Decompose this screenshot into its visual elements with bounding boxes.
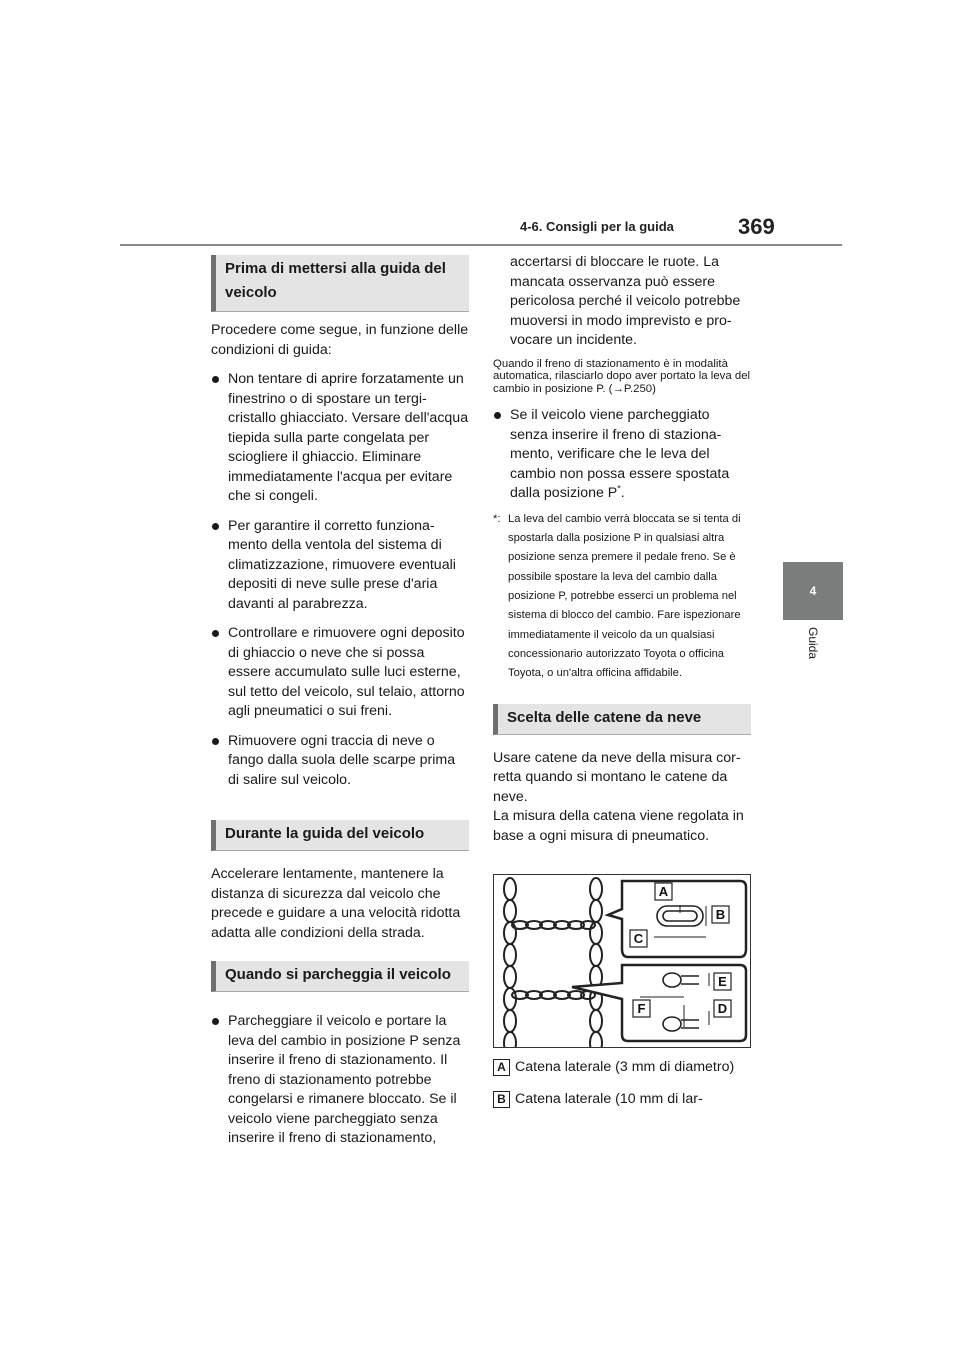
bullet-item: Per garantire il corretto funzionamento della ventola del sistema di climatizzazione, rimuovere eventuali depositi di neve sulle prese d'aria davanti al parabrezza.	[211, 517, 469, 615]
vertical-chain-right	[590, 878, 602, 1047]
snow-chains-paragraph: Usare catene da neve della misura corretta quando si montano le catene da neve.	[493, 749, 741, 805]
bullet-item: Non tentare di aprire forzatamente un finestrino o di spostare un tergicristallo ghiacciato. Versare dell'acqua tiepida sulla parte congelata per sciogliere il ghiaccio. Eliminare immediatamente l'acqua per evitare che si congeli.	[211, 370, 469, 507]
figure-label-d: D	[717, 1001, 728, 1016]
bullet-item: Controllare e rimuovere ogni deposito di ghiaccio o neve che si possa essere accumulato sulle luci esterne, sul tetto del veicolo, sul telaio, attorno agli pneumatici o sui freni.	[211, 624, 469, 722]
snow-chains-paragraph: La misura della catena viene regolata in base a ogni misura di pneumatico.	[493, 808, 744, 844]
figure-label-b: B	[715, 907, 726, 922]
figure-label-c: C	[633, 931, 644, 946]
footnote-ref: *	[617, 483, 621, 494]
driving-paragraph: Accelerare lentamente, mantenere la distanza di sicurezza dal veicolo che precede e guidare a una velocità ridotta adatta alle condizioni della strada.	[211, 866, 461, 941]
snow-chain-figure	[493, 874, 751, 1048]
vertical-chain-left	[504, 878, 516, 1047]
intro-paragraph: Procedere come segue, in funzione delle condizioni di guida:	[211, 322, 469, 358]
footnote-mark: *:	[493, 512, 501, 525]
figure-label-f: F	[637, 1001, 646, 1016]
chapter-label: Guida	[806, 626, 820, 660]
legend-letter: A	[493, 1059, 510, 1076]
legend-text: Catena laterale (3 mm di diametro)	[515, 1059, 735, 1075]
legend-letter: B	[493, 1091, 510, 1108]
section-title-snow-chains: Scelta delle catene da neve	[493, 704, 751, 735]
footnote	[493, 510, 751, 684]
header-rule	[120, 244, 842, 246]
legend-text: Catena laterale (10 mm di lar-	[515, 1090, 703, 1107]
cross-chain-top	[512, 921, 595, 929]
section-title-parking: Quando si parcheggia il veicolo	[211, 961, 469, 992]
bullet-item: Parcheggiare il veicolo e portare la leva del cambio in posizione P senza inserire il freno di stazionamento. Il freno di stazionamento potrebbe congelarsi e rimanere bloccato. Se il veicolo viene parcheggiato senza inserire il freno di stazionamento,	[211, 1012, 469, 1149]
legend-item	[493, 1090, 751, 1110]
figure-legend	[493, 1050, 751, 1109]
snow-chain-diagram	[494, 875, 750, 1047]
page-number: 369	[738, 214, 775, 239]
bullet-item	[493, 406, 751, 504]
cross-chain-bottom	[512, 991, 595, 999]
figure-label-a: A	[658, 884, 669, 899]
section-title-before-driving: Prima di mettersi alla guida del veicolo	[211, 255, 469, 312]
bullet-item: Rimuovere ogni traccia di neve o fango dalla suola delle scarpe prima di salire sul veicolo.	[211, 732, 469, 791]
footnote-text: La leva del cambio verrà bloccata se si tenta di spostarla dalla posizione P in qualsiasi altra posizione senza premere il pedale freno. Se è possibile spostare la leva del cambio dalla posizione P, potrebbe esserci un problema nel sistema di blocco del cambio. Fare ispezionare immediatamente il veicolo da un qualsiasi concessionario autorizzato Toyota o officina Toyota, o un'altra officina affidabile.	[508, 512, 741, 680]
section-title-while-driving: Durante la guida del veicolo	[211, 820, 469, 851]
parking-brake-note: Quando il freno di stazionamento è in modalità automatica, rilasciarlo dopo aver portato la leva del cambio in posizione P. (→P.250)	[493, 357, 751, 395]
legend-item	[493, 1058, 751, 1078]
figure-label-e: E	[718, 974, 727, 989]
bullet-text: Se il veicolo viene parcheggiato senza inserire il freno di stazionamento, verificare che le leva del cambio non possa essere spostata dalla posizione P	[510, 407, 730, 502]
chapter-tab[interactable]: 4	[783, 562, 843, 620]
continued-paragraph: accertarsi di bloccare le ruote. La mancata osservanza può essere pericolosa perché il veicolo potrebbe muoversi in modo imprevisto e provocare un incidente.	[510, 254, 741, 348]
right-column	[493, 253, 751, 846]
bullet-period: .	[620, 485, 625, 502]
header-section: 4-6. Consigli per la guida	[520, 219, 674, 234]
left-column	[211, 255, 469, 1149]
